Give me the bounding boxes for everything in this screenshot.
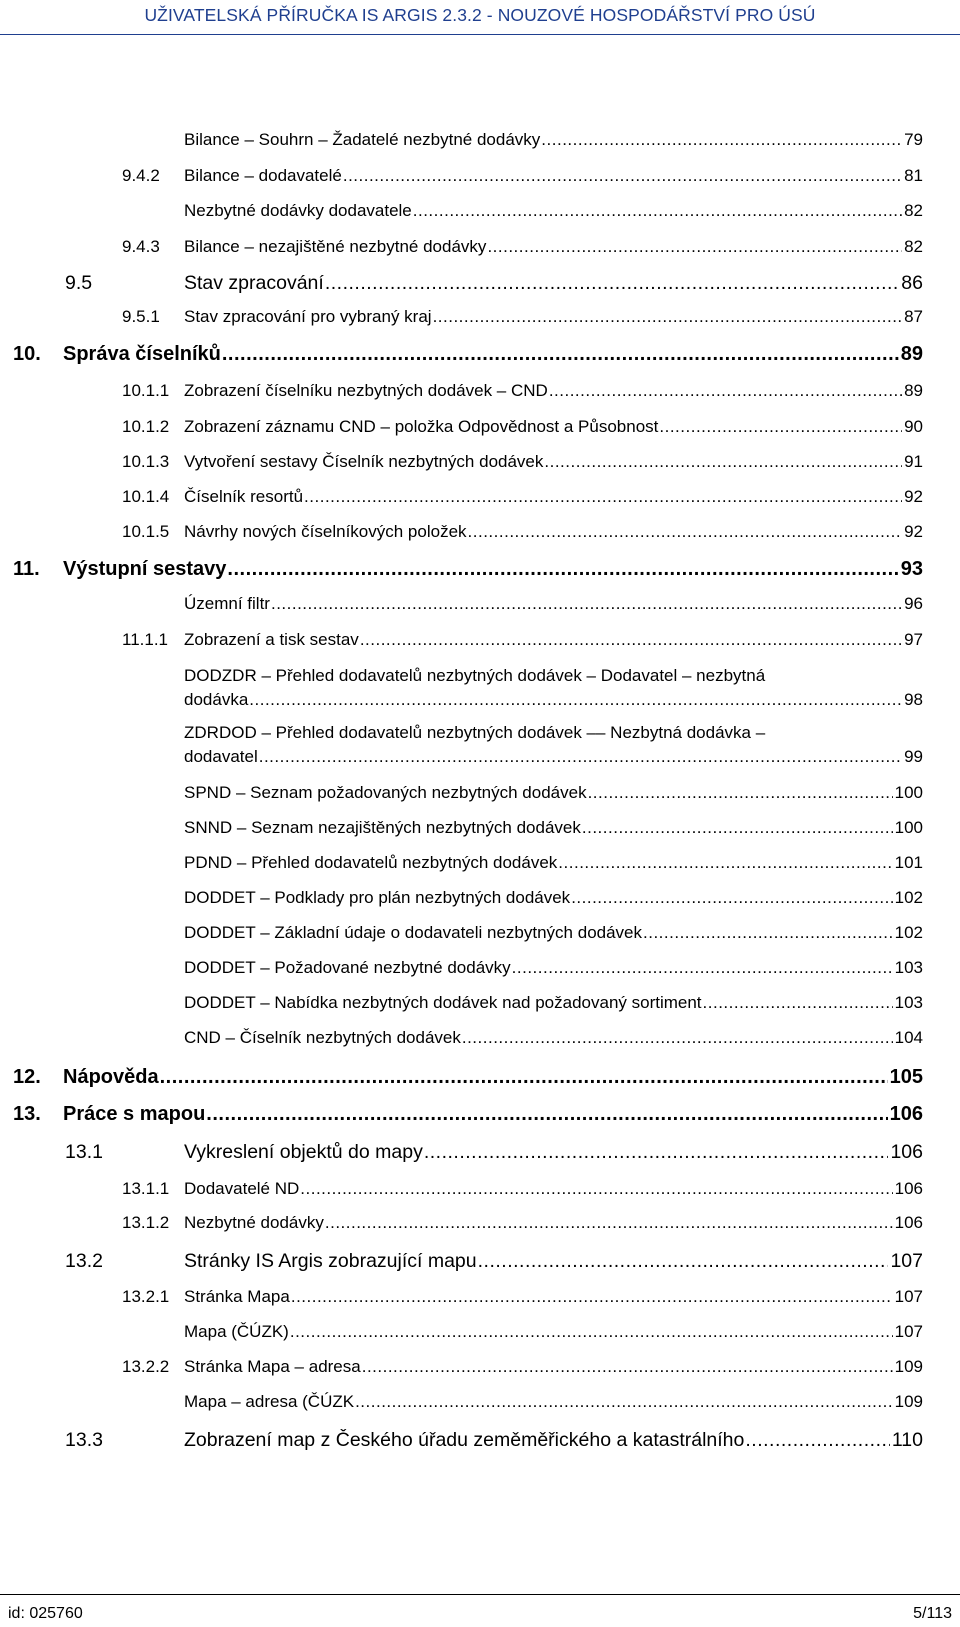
toc-leader-dots [325, 272, 899, 295]
toc-entry[interactable] [0, 888, 960, 920]
toc-leader-dots [413, 201, 902, 221]
toc-entry-title: Práce s mapou [63, 1103, 206, 1125]
toc-entry-number: 10.1.3 [122, 452, 170, 471]
toc-entry-page: 106 [889, 1103, 923, 1125]
toc-entry-title: dodavatel [184, 747, 258, 766]
page-number: 5/113 [913, 1605, 952, 1622]
toc-entry-page: 91 [904, 452, 923, 471]
toc-leader-dots [703, 993, 893, 1013]
toc-entry-page: 102 [894, 923, 923, 942]
toc-entry-page: 107 [890, 1250, 923, 1272]
toc-entry[interactable] [0, 594, 960, 626]
toc-leader-dots [582, 818, 893, 838]
toc-entry-title: Stránka Mapa – adresa [184, 1357, 361, 1376]
toc-entry-title: Stav zpracování pro vybraný kraj [184, 307, 432, 326]
toc-entry[interactable] [0, 723, 960, 766]
toc-entry-number: 13.2.1 [122, 1287, 170, 1306]
toc-entry-title: PDND – Přehled dodavatelů nezbytných dodávek [184, 853, 558, 872]
toc-entry-title: DODDET – Požadované nezbytné dodávky [184, 958, 511, 977]
toc-entry[interactable] [0, 1066, 960, 1098]
toc-entry-page: 106 [894, 1179, 923, 1198]
toc-entry-title: SNND – Seznam nezajištěných nezbytných dodávek [184, 818, 581, 837]
toc-leader-dots [271, 594, 902, 614]
toc-entry-title: Výstupní sestavy [63, 558, 227, 580]
toc-entry[interactable] [0, 1429, 960, 1461]
toc-entry[interactable] [0, 343, 960, 375]
toc-entry[interactable] [0, 487, 960, 519]
toc-entry-page: 100 [894, 818, 923, 837]
toc-entry-title: SPND – Seznam požadovaných nezbytných dodávek [184, 783, 587, 802]
toc-entry-page: 98 [904, 690, 923, 709]
toc-entry-number: 13. [13, 1103, 41, 1125]
toc-entry[interactable] [0, 1141, 960, 1173]
toc-leader-dots [549, 381, 902, 401]
toc-entry-title: Zobrazení map z Českého úřadu zeměměřického a katastrálního [184, 1429, 745, 1451]
toc-entry[interactable] [0, 307, 960, 339]
toc-leader-dots [512, 958, 893, 978]
toc-entry-page: 100 [894, 783, 923, 802]
toc-entry-title: DODDET – Základní údaje o dodavateli nezbytných dodávek [184, 923, 643, 942]
toc-entry-page: 90 [904, 417, 923, 436]
toc-entry-title: DODDET – Nabídka nezbytných dodávek nad požadovaný sortiment [184, 993, 702, 1012]
toc-entry-page: 106 [890, 1141, 923, 1163]
toc-entry-page: 92 [904, 487, 923, 506]
toc-entry[interactable] [0, 237, 960, 269]
toc-leader-dots [222, 343, 899, 366]
toc-entry-title: Stránka Mapa [184, 1287, 290, 1306]
toc-entry[interactable] [0, 1250, 960, 1282]
toc-entry[interactable] [0, 201, 960, 233]
toc-entry-page: 89 [900, 343, 923, 365]
toc-entry-page: 97 [904, 630, 923, 649]
toc-entry-title: dodávka [184, 690, 249, 709]
toc-entry-page: 82 [904, 201, 923, 220]
toc-entry-number: 10. [13, 343, 41, 365]
toc-leader-dots [304, 487, 902, 507]
toc-entry-page: 102 [894, 888, 923, 907]
toc-entry-page: 89 [904, 381, 923, 400]
toc-entry-title: Nápověda [63, 1066, 159, 1088]
toc-leader-dots [355, 1392, 893, 1412]
toc-entry-number: 10.1.1 [122, 381, 170, 400]
toc-leader-dots [468, 522, 903, 542]
toc-entry-title: Vykreslení objektů do mapy [184, 1141, 423, 1163]
toc-entry[interactable] [0, 1213, 960, 1245]
toc-leader-dots [462, 1028, 893, 1048]
toc-entry-number: 13.1.1 [122, 1179, 170, 1198]
toc-entry-page: 110 [891, 1429, 923, 1451]
toc-entry-page: 109 [894, 1357, 923, 1376]
toc-entry-page: 82 [904, 237, 923, 256]
toc-entry-title: Bilance – nezajištěné nezbytné dodávky [184, 237, 487, 256]
toc-leader-dots [558, 853, 892, 873]
toc-leader-dots [325, 1213, 893, 1233]
document-id: id: 025760 [8, 1605, 83, 1622]
toc-entry-number: 9.4.3 [122, 237, 160, 256]
toc-entry[interactable] [0, 1179, 960, 1211]
toc-leader-dots [343, 166, 902, 186]
toc-entry-title: Vytvoření sestavy Číselník nezbytných dodávek [184, 452, 544, 471]
toc-leader-dots [300, 1179, 892, 1199]
toc-leader-dots [160, 1066, 888, 1089]
toc-leader-dots [643, 923, 893, 943]
toc-entry-title: Nezbytné dodávky dodavatele [184, 201, 412, 220]
toc-entry-page: 109 [894, 1392, 923, 1411]
toc-entry-title: Stránky IS Argis zobrazující mapu [184, 1250, 477, 1272]
toc-entry-title: Mapa – adresa (ČÚZK [184, 1392, 355, 1411]
toc-entry[interactable] [0, 923, 960, 955]
toc-entry-number: 12. [13, 1066, 41, 1088]
toc-entry[interactable] [0, 1028, 960, 1060]
toc-leader-dots [659, 417, 902, 437]
toc-entry[interactable] [0, 630, 960, 662]
toc-entry-title: Mapa (ČÚZK) [184, 1322, 289, 1341]
toc-entry-number: 13.1 [65, 1141, 103, 1163]
toc-entry[interactable] [0, 452, 960, 484]
toc-leader-dots [433, 307, 903, 327]
toc-entry-title: Stav zpracování [184, 272, 324, 294]
toc-entry-number: 11.1.1 [122, 630, 169, 649]
toc-leader-dots [290, 1322, 893, 1342]
toc-entry-number: 9.5 [65, 272, 93, 294]
toc-leader-dots [478, 1250, 889, 1273]
toc-entry[interactable] [0, 1392, 960, 1424]
toc-entry-number: 13.3 [65, 1429, 103, 1451]
toc-entry[interactable] [0, 993, 960, 1025]
toc-entry-page: 106 [894, 1213, 923, 1232]
toc-entry-page: 107 [894, 1322, 923, 1341]
toc-entry-title: Zobrazení číselníku nezbytných dodávek – CND [184, 381, 548, 400]
toc-entry-page: 105 [889, 1066, 923, 1088]
toc-entry[interactable] [0, 381, 960, 413]
toc-entry-page: 103 [894, 993, 923, 1012]
toc-entry-number: 9.5.1 [122, 307, 160, 326]
toc-entry-number: 13.2.2 [122, 1357, 170, 1376]
toc-entry-number: 10.1.2 [122, 417, 170, 436]
toc-entry-title: Návrhy nových číselníkových položek [184, 522, 467, 541]
toc-entry-page: 87 [904, 307, 923, 326]
toc-leader-dots [362, 1357, 893, 1377]
toc-entry-number: 11. [13, 558, 40, 580]
toc-leader-dots [745, 1429, 890, 1452]
toc-entry[interactable] [0, 130, 960, 162]
toc-entry-title: ZDRDOD – Přehled dodavatelů nezbytných dodávek –– Nezbytná dodávka – [184, 723, 766, 742]
toc-leader-dots [571, 888, 892, 908]
toc-entry-title: Bilance – Souhrn – Žadatelé nezbytné dodávky [184, 130, 541, 149]
toc-entry[interactable] [0, 272, 960, 304]
toc-leader-dots [541, 130, 902, 150]
toc-entry-page: 101 [894, 853, 923, 872]
toc-entry[interactable] [0, 1287, 960, 1319]
toc-entry-title: CND – Číselník nezbytných dodávek [184, 1028, 461, 1047]
toc-entry-page: 92 [904, 522, 923, 541]
toc-leader-dots [360, 630, 902, 650]
toc-entry[interactable] [0, 1322, 960, 1354]
toc-entry[interactable] [0, 417, 960, 449]
toc-leader-dots [544, 452, 902, 472]
toc-entry-number: 9.4.2 [122, 166, 160, 185]
toc-entry-page: 86 [901, 272, 923, 294]
toc-entry-number: 10.1.4 [122, 487, 170, 506]
toc-entry-title: Bilance – dodavatelé [184, 166, 342, 185]
toc-entry-title: Číselník resortů [184, 487, 304, 506]
toc-entry-title: Zobrazení záznamu CND – položka Odpovědnost a Působnost [184, 417, 659, 436]
toc-leader-dots [227, 558, 898, 581]
toc-entry-page: 104 [894, 1028, 923, 1047]
toc-entry-title: DODZDR – Přehled dodavatelů nezbytných dodávek – Dodavatel – nezbytná [184, 666, 766, 685]
toc-entry[interactable] [0, 818, 960, 850]
toc-entry[interactable] [0, 558, 960, 590]
toc-entry-number: 10.1.5 [122, 522, 170, 541]
toc-entry-title: DODDET – Podklady pro plán nezbytných dodávek [184, 888, 571, 907]
toc-entry[interactable] [0, 1103, 960, 1135]
document-title: UŽIVATELSKÁ PŘÍRUČKA IS ARGIS 2.3.2 - NOUZOVÉ HOSPODÁŘSTVÍ PRO ÚSÚ [144, 5, 816, 25]
toc-entry-page: 96 [904, 594, 923, 613]
toc-entry[interactable] [0, 853, 960, 885]
toc-entry-title: Nezbytné dodávky [184, 1213, 324, 1232]
toc-entry-page: 107 [894, 1287, 923, 1306]
toc-entry-page: 79 [904, 130, 923, 149]
toc-entry[interactable] [0, 522, 960, 554]
toc-entry-title: Správa číselníků [63, 343, 221, 365]
toc-entry[interactable] [0, 166, 960, 198]
toc-entry-page: 81 [904, 166, 923, 185]
toc-leader-dots [249, 690, 902, 710]
toc-entry-page: 103 [894, 958, 923, 977]
footer-divider [0, 1594, 960, 1595]
toc-leader-dots [588, 783, 893, 803]
toc-entry[interactable] [0, 783, 960, 815]
toc-entry-page: 99 [904, 747, 923, 766]
toc-entry-number: 13.2 [65, 1250, 103, 1272]
toc-entry[interactable] [0, 1357, 960, 1389]
toc-leader-dots [206, 1103, 887, 1126]
toc-entry-page: 93 [900, 558, 923, 580]
toc-leader-dots [259, 747, 902, 767]
toc-entry-title: Územní filtr [184, 594, 270, 613]
toc-leader-dots [487, 237, 902, 257]
toc-entry[interactable] [0, 958, 960, 990]
toc-entry[interactable] [0, 666, 960, 709]
toc-entry-title: Zobrazení a tisk sestav [184, 630, 359, 649]
toc-leader-dots [291, 1287, 893, 1307]
toc-leader-dots [424, 1141, 889, 1164]
toc-entry-number: 13.1.2 [122, 1213, 170, 1232]
toc-entry-title: Dodavatelé ND [184, 1179, 300, 1198]
